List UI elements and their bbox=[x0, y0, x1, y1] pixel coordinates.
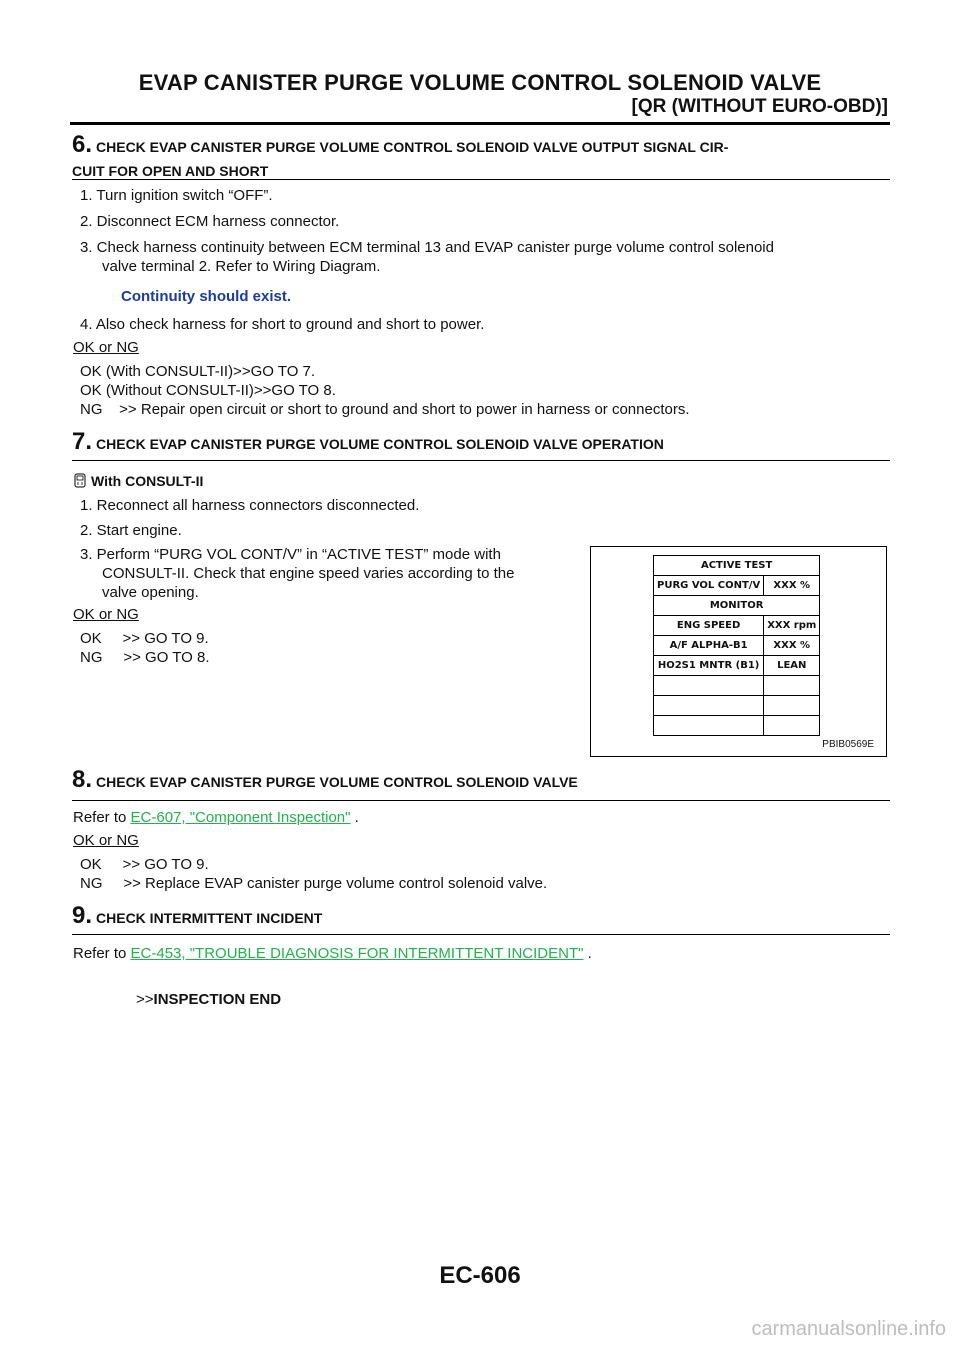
table-cell bbox=[764, 716, 820, 736]
consult-label bbox=[73, 471, 203, 491]
list-item: 1. Reconnect all harness connectors disconnected. bbox=[80, 497, 420, 514]
step-rule bbox=[72, 934, 890, 935]
end-line bbox=[136, 990, 281, 1010]
table-row bbox=[654, 676, 820, 696]
table-cell: ENG SPEED bbox=[654, 616, 764, 636]
end-arrow: >> bbox=[136, 991, 154, 1008]
table-cell: LEAN bbox=[764, 656, 820, 676]
step-7-heading bbox=[72, 430, 888, 456]
table-row bbox=[654, 656, 820, 676]
table-row bbox=[654, 556, 820, 576]
list-item-cont: valve terminal 2. Refer to Wiring Diagram. bbox=[102, 258, 381, 275]
refer-prefix: Refer to bbox=[73, 945, 131, 962]
end-text: INSPECTION END bbox=[153, 991, 282, 1008]
refer-suffix: . bbox=[350, 809, 359, 826]
result-line: OK >> GO TO 9. bbox=[80, 856, 209, 873]
page-subtitle: [QR (WITHOUT EURO-OBD)] bbox=[631, 96, 888, 117]
page-code: EC-606 bbox=[439, 1262, 521, 1289]
table-cell: HO2S1 MNTR (B1) bbox=[654, 656, 764, 676]
table-cell: XXX % bbox=[764, 576, 820, 596]
result-line: NG >> Replace EVAP canister purge volume control solenoid valve. bbox=[80, 875, 548, 892]
refer-line bbox=[73, 944, 592, 964]
list-item-cont: valve opening. bbox=[102, 584, 199, 601]
step-8-heading bbox=[72, 768, 888, 794]
step-title: CHECK INTERMITTENT INCIDENT bbox=[96, 910, 323, 926]
table-row bbox=[654, 616, 820, 636]
step-title: CHECK EVAP CANISTER PURGE VOLUME CONTROL SOLENOID VALVE OUTPUT SIGNAL CIR- bbox=[96, 139, 729, 155]
spec-text: Continuity should exist. bbox=[121, 288, 292, 305]
step-title-cont: CUIT FOR OPEN AND SHORT bbox=[72, 163, 269, 179]
table-cell bbox=[764, 696, 820, 716]
consult-label-text: With CONSULT-II bbox=[91, 473, 204, 489]
table-row bbox=[654, 596, 820, 616]
step-rule bbox=[72, 460, 890, 461]
list-item: 1. Turn ignition switch “OFF”. bbox=[80, 187, 273, 204]
result-line: OK (With CONSULT-II)>>GO TO 7. bbox=[80, 363, 316, 380]
ok-ng-label: OK or NG bbox=[73, 832, 139, 849]
table-cell bbox=[654, 696, 764, 716]
table-row bbox=[654, 636, 820, 656]
step-number: 6. bbox=[72, 131, 93, 158]
ok-ng-label: OK or NG bbox=[73, 339, 139, 356]
table-cell bbox=[654, 676, 764, 696]
table-row bbox=[654, 716, 820, 736]
table-cell: PURG VOL CONT/V bbox=[654, 576, 764, 596]
list-item: 3. Perform “PURG VOL CONT/V” in “ACTIVE TEST” mode with bbox=[80, 546, 501, 563]
active-test-figure bbox=[590, 546, 887, 757]
figure-id: PBIB0569E bbox=[822, 739, 874, 750]
result-line: NG >> GO TO 8. bbox=[80, 649, 210, 666]
table-row bbox=[654, 696, 820, 716]
list-item: 3. Check harness continuity between ECM terminal 13 and EVAP canister purge volume control solenoid bbox=[80, 239, 774, 256]
step-number: 8. bbox=[72, 766, 93, 793]
list-item: 2. Disconnect ECM harness connector. bbox=[80, 213, 340, 230]
table-cell: XXX rpm bbox=[764, 616, 820, 636]
table-cell bbox=[764, 676, 820, 696]
step-9-heading bbox=[72, 904, 888, 930]
result-line: OK >> GO TO 9. bbox=[80, 630, 209, 647]
refer-prefix: Refer to bbox=[73, 809, 131, 826]
step-number: 7. bbox=[72, 428, 93, 455]
table-row bbox=[654, 576, 820, 596]
header-rule bbox=[70, 122, 890, 125]
result-line: NG >> Repair open circuit or short to ground and short to power in harness or connectors. bbox=[80, 401, 690, 418]
result-line: OK (Without CONSULT-II)>>GO TO 8. bbox=[80, 382, 336, 399]
component-inspection-link[interactable]: EC-607, "Component Inspection" bbox=[130, 809, 351, 826]
step-rule bbox=[72, 179, 890, 180]
table-cell bbox=[654, 716, 764, 736]
table-cell: A/F ALPHA-B1 bbox=[654, 636, 764, 656]
list-item-cont: CONSULT-II. Check that engine speed varies according to the bbox=[102, 565, 515, 582]
table-cell: MONITOR bbox=[654, 596, 820, 616]
list-item: 2. Start engine. bbox=[80, 522, 182, 539]
page-title: EVAP CANISTER PURGE VOLUME CONTROL SOLENOID VALVE bbox=[138, 70, 822, 95]
watermark: carmanualsonline.info bbox=[751, 1318, 946, 1340]
refer-line bbox=[73, 808, 359, 828]
table-cell: XXX % bbox=[764, 636, 820, 656]
intermittent-incident-link[interactable]: EC-453, "TROUBLE DIAGNOSIS FOR INTERMITTENT INCIDENT" bbox=[130, 945, 584, 962]
active-test-table bbox=[653, 555, 820, 736]
list-item: 4. Also check harness for short to ground and short to power. bbox=[80, 316, 485, 333]
consult-tool-icon bbox=[73, 473, 87, 489]
step-rule bbox=[72, 800, 890, 801]
ok-ng-label: OK or NG bbox=[73, 606, 139, 623]
refer-suffix: . bbox=[583, 945, 592, 962]
step-number: 9. bbox=[72, 902, 93, 929]
step-title: CHECK EVAP CANISTER PURGE VOLUME CONTROL SOLENOID VALVE bbox=[96, 774, 578, 790]
step-title: CHECK EVAP CANISTER PURGE VOLUME CONTROL SOLENOID VALVE OPERATION bbox=[96, 436, 664, 452]
table-cell: ACTIVE TEST bbox=[654, 556, 820, 576]
step-6-heading bbox=[72, 133, 888, 183]
